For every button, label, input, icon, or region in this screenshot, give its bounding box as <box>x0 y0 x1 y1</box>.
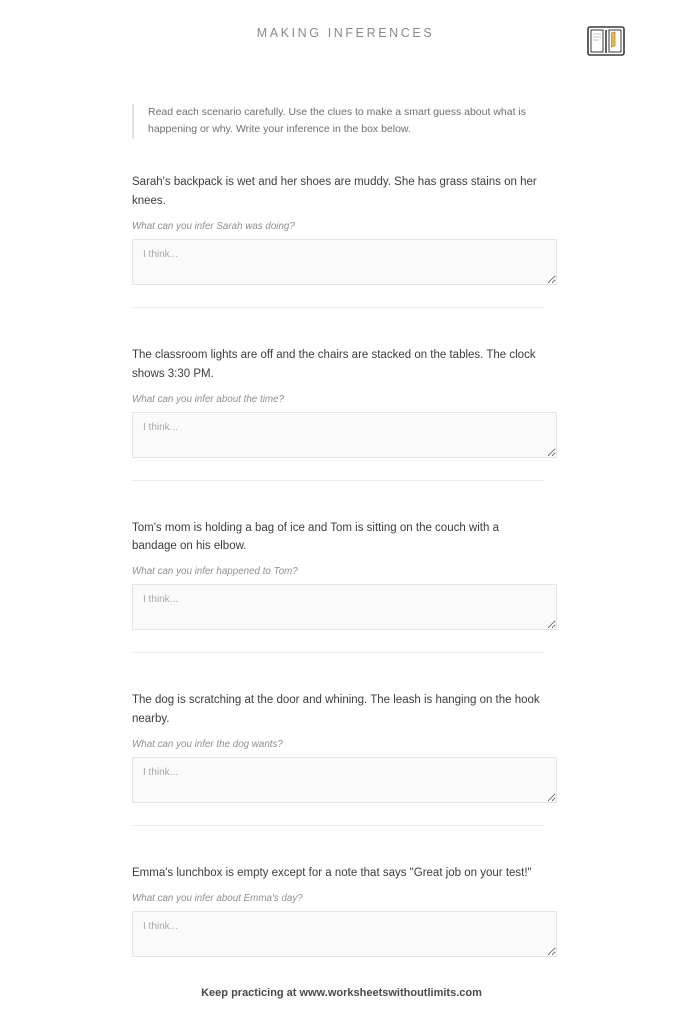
scenario-text: Emma's lunchbox is empty except for a note that says "Great job on your test!" <box>132 867 532 880</box>
item-divider <box>132 480 544 481</box>
inference-prompt: What can you infer about Emma's day? <box>132 893 303 905</box>
inference-prompt: What can you infer about the time? <box>132 393 284 405</box>
page-title: MAKING INFERENCES <box>256 26 435 40</box>
answer-input[interactable] <box>132 911 557 957</box>
scenario-text: Sarah's backpack is wet and her shoes are muddy. She has grass stains on her knees. <box>132 175 537 207</box>
scenario-text: Tom's mom is holding a bag of ice and Tom is sitting on the couch with a bandage on his elbow. <box>132 521 499 553</box>
inference-prompt: What can you infer the dog wants? <box>132 739 283 751</box>
footer <box>0 987 683 1009</box>
answer-input[interactable] <box>132 412 557 458</box>
instructions-text: Read each scenario carefully. Use the clues to make a smart guess about what is happening or why. Write your inference in the box below. <box>148 106 526 136</box>
worksheet-header <box>0 0 683 78</box>
scenario-text: The classroom lights are off and the chairs are stacked on the tables. The clock shows 3:30 PM. <box>132 348 536 380</box>
footer-text: Keep practicing at www.worksheetswithoutlimits.com <box>201 987 482 1000</box>
answer-input[interactable] <box>132 757 557 803</box>
inference-prompt: What can you infer happened to Tom? <box>132 566 298 578</box>
scenario-item <box>132 519 557 631</box>
item-divider <box>132 825 544 826</box>
scenario-item <box>132 864 557 957</box>
item-divider <box>132 652 544 653</box>
open-book-icon <box>587 24 625 58</box>
item-divider <box>132 307 544 308</box>
answer-input[interactable] <box>132 584 557 630</box>
inference-prompt: What can you infer Sarah was doing? <box>132 220 295 232</box>
scenario-list <box>0 173 683 958</box>
instructions-block <box>132 104 544 139</box>
scenario-item <box>132 691 557 803</box>
answer-input[interactable] <box>132 239 557 285</box>
scenario-item <box>132 346 557 458</box>
scenario-item <box>132 173 557 285</box>
scenario-text: The dog is scratching at the door and whining. The leash is hanging on the hook nearby. <box>132 694 540 726</box>
